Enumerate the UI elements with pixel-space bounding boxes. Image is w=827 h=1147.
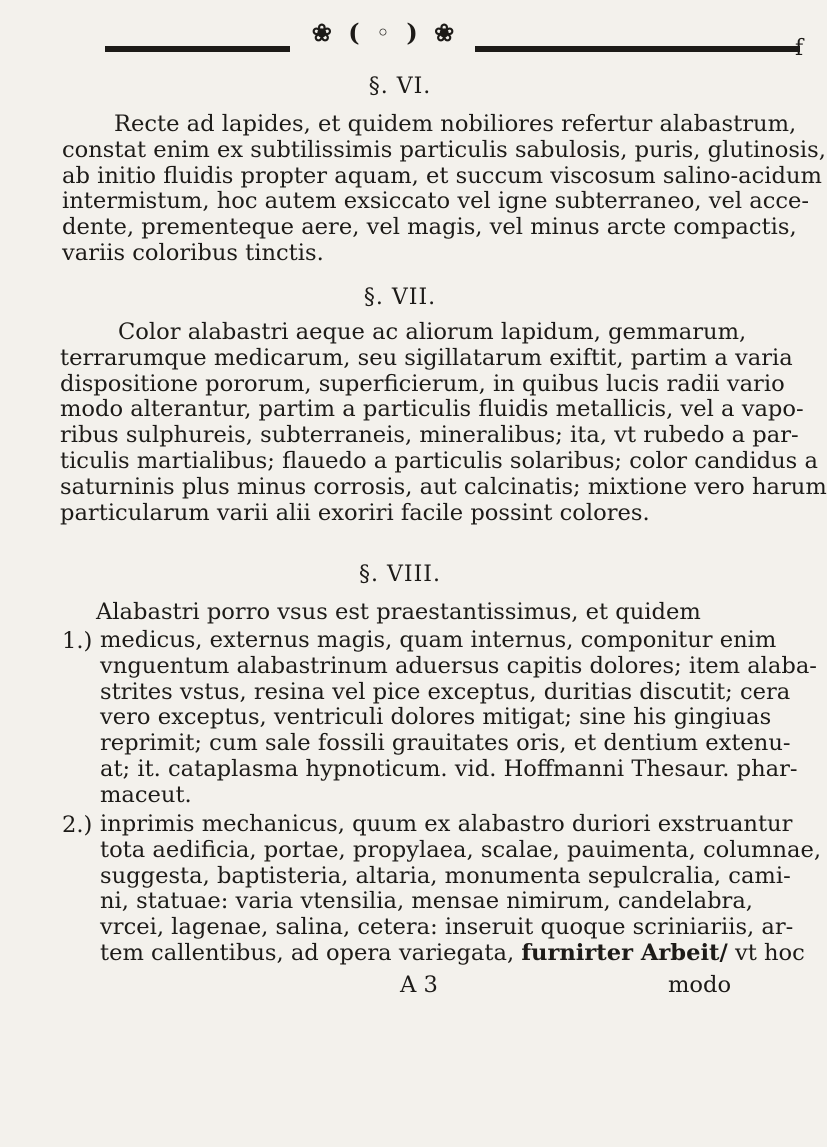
last-line-start: tem callentibus, ad opera variegata, — [100, 939, 515, 966]
text-line: ribus sulphureis, subterraneis, mineralibus; ita, vt rubedo a par- — [60, 422, 799, 449]
item-2-number: 2.) — [62, 812, 93, 838]
text-line: vero exceptus, ventriculi dolores mitigat; sine his gingiuas — [100, 704, 772, 731]
header-ornament: ❀ ( ◦ ) ❀ — [311, 18, 459, 47]
text-line: terrarumque medicarum, seu sigillatarum exiftit, partim a varia — [60, 344, 793, 371]
item-1-text — [100, 627, 817, 809]
text-line: ticulis martialibus; flauedo a particulis solaribus; color candidus a — [60, 447, 818, 474]
text-line: inprimis mechanicus, quum ex alabastro duriori exstruantur — [100, 811, 793, 837]
last-line-end: vt hoc — [734, 939, 805, 966]
section-8-intro — [96, 600, 776, 626]
item-2-text — [100, 811, 822, 967]
header-rule-right — [475, 46, 800, 52]
text-line: Alabastri porro vsus est praestantissimus, et quidem — [96, 599, 701, 625]
item-1-number: 1.) — [62, 628, 93, 654]
text-line: suggesta, baptisteria, altaria, monumenta sepulcralia, cami- — [100, 862, 791, 889]
catchword: modo — [668, 972, 732, 998]
text-line: saturninis plus minus corrosis, aut calcinatis; mixtione vero harum — [60, 473, 827, 500]
header-rule-left — [105, 46, 290, 52]
last-line-fraktur: furnirter Arbeit/ — [521, 939, 728, 966]
text-line: strites vstus, resina vel pice exceptus, duritias discutit; cera — [100, 678, 791, 705]
text-line: variis coloribus tinctis. — [62, 239, 324, 266]
text-line-last — [100, 939, 805, 967]
text-line: dente, prementeque aere, vel magis, vel minus arcte compactis, — [62, 214, 797, 241]
text-line: particularum varii alii exoriri facile possint colores. — [60, 499, 650, 526]
signature-mark: A 3 — [400, 972, 438, 998]
text-line: at; it. cataplasma hypnoticum. vid. Hoffmanni Thesaur. phar- — [100, 755, 798, 782]
text-line: modo alterantur, partim a particulis fluidis metallicis, vel a vapo- — [60, 396, 804, 423]
text-line: reprimit; cum sale fossili grauitates oris, et dentium extenu- — [100, 730, 791, 757]
text-line: vrcei, lagenae, salina, cetera: inseruit quoque scriniariis, ar- — [100, 914, 794, 941]
header-corner-mark: f — [795, 36, 804, 61]
text-line: maceut. — [100, 781, 192, 808]
section-6-text — [62, 111, 826, 267]
text-line: vnguentum alabastrinum aduersus capitis dolores; item alaba- — [100, 652, 817, 679]
text-line: ni, statuae: varia vtensilia, mensae nimirum, candelabra, — [100, 888, 753, 915]
text-line: tota aedificia, portae, propylaea, scalae, pauimenta, columnae, — [100, 836, 822, 863]
text-line: medicus, externus magis, quam internus, componitur enim — [100, 627, 777, 653]
section-8-title: §. VIII. — [359, 562, 441, 587]
text-line: dispositione pororum, superficierum, in quibus lucis radii vario — [60, 370, 785, 397]
text-line: intermistum, hoc autem exsiccato vel igne subterraneo, vel acce- — [62, 188, 810, 215]
section-7-text — [60, 319, 827, 526]
text-line: constat enim ex subtilissimis particulis sabulosis, puris, glutinosis, — [62, 136, 826, 163]
text-line: ab initio fluidis propter aquam, et succum viscosum salino-acidum — [62, 162, 822, 189]
header-ornament-bar — [105, 18, 804, 61]
text-line: Color alabastri aeque ac aliorum lapidum, gemmarum, — [118, 319, 747, 345]
section-6-title: §. VI. — [368, 74, 432, 99]
text-line: Recte ad lapides, et quidem nobiliores refertur alabastrum, — [114, 111, 797, 137]
section-7-title: §. VII. — [363, 285, 437, 310]
